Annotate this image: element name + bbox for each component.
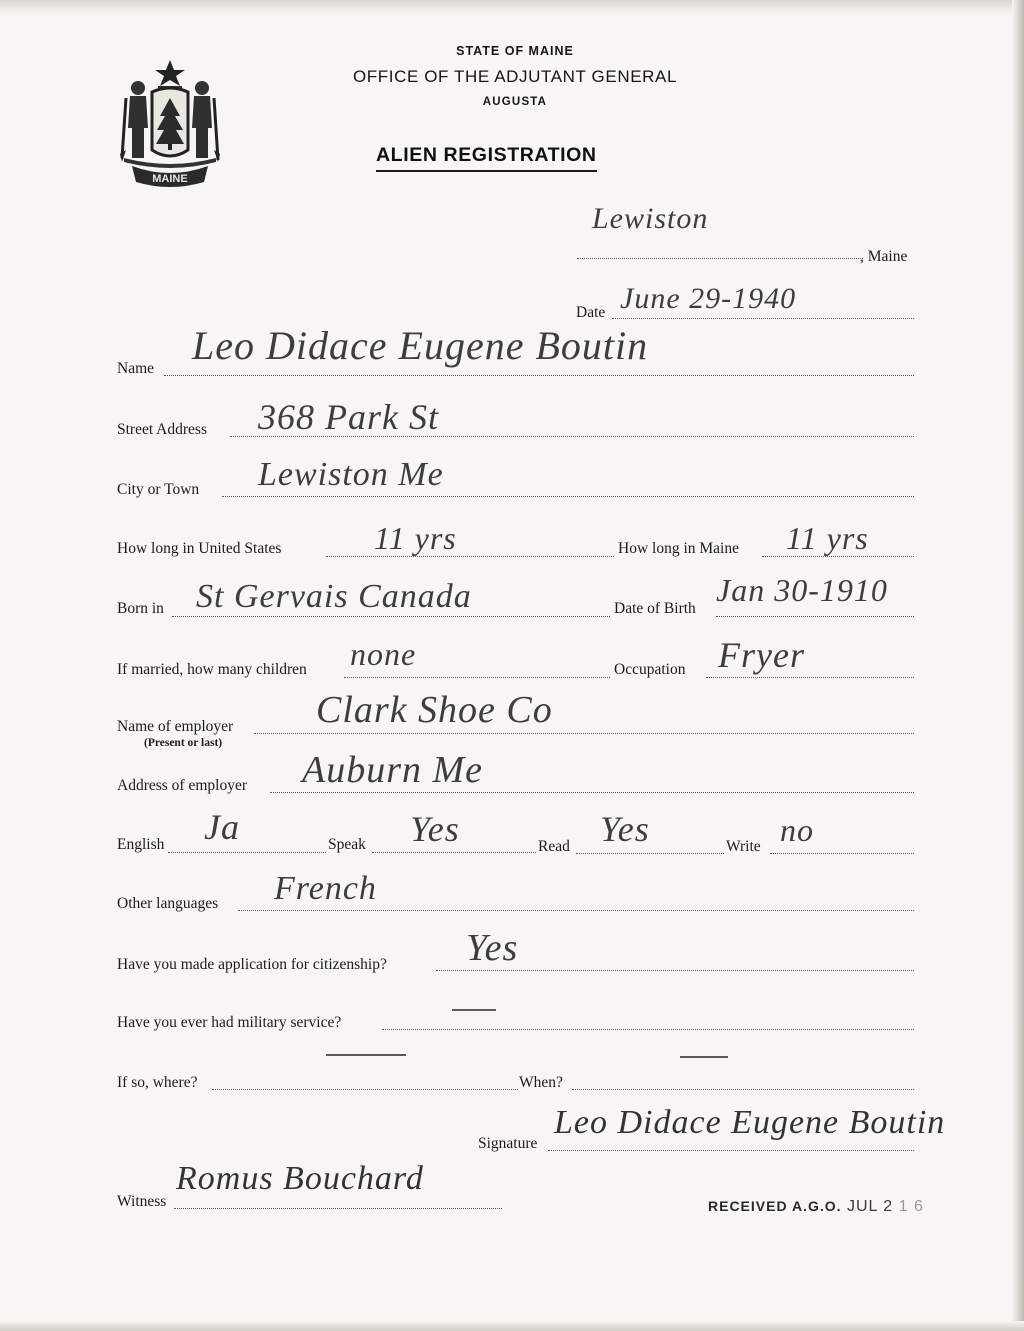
military-dash [452, 1009, 496, 1011]
employer-value[interactable]: Clark Shoe Co [316, 689, 553, 731]
location-suffix: , Maine [860, 248, 908, 265]
dob-line [716, 616, 914, 617]
city-label: City or Town [117, 481, 200, 498]
page-edge-right [1012, 0, 1024, 1331]
english-value[interactable]: Ja [204, 807, 240, 847]
citizenship-label: Have you made application for citizenship? [117, 956, 387, 973]
occupation-label: Occupation [614, 661, 686, 678]
english-label: English [117, 836, 165, 853]
born-in-line [172, 616, 610, 617]
children-value[interactable]: none [350, 636, 417, 672]
header-state: STATE OF MAINE [456, 44, 574, 58]
english-line [168, 852, 326, 853]
occupation-line [706, 677, 914, 678]
employer-label: Name of employer [117, 718, 234, 735]
where-dash [326, 1054, 406, 1056]
page-edge-bottom [0, 1321, 1024, 1331]
form-title: ALIEN REGISTRATION [376, 144, 597, 172]
date-value[interactable]: June 29-1940 [620, 282, 797, 315]
how-long-us-value[interactable]: 11 yrs [374, 520, 457, 556]
location-line [577, 258, 863, 259]
children-label: If married, how many children [117, 661, 307, 678]
how-long-us-label: How long in United States [117, 540, 282, 557]
name-line [164, 375, 914, 376]
stamp-month-text: JUL 2 [846, 1198, 894, 1215]
maine-state-seal [118, 58, 222, 188]
occupation-value[interactable]: Fryer [718, 635, 805, 675]
stamp-received-text: RECEIVED A.G.O. [708, 1198, 842, 1214]
children-line [344, 677, 610, 678]
read-label: Read [538, 838, 570, 855]
read-value[interactable]: Yes [600, 809, 650, 849]
employer-address-value[interactable]: Auburn Me [302, 749, 484, 791]
how-long-maine-value[interactable]: 11 yrs [786, 520, 869, 556]
city-line [222, 496, 914, 497]
employer-line [254, 733, 914, 734]
witness-label: Witness [117, 1193, 167, 1210]
when-label: When? [519, 1074, 563, 1091]
received-stamp [708, 1198, 924, 1216]
citizenship-value[interactable]: Yes [466, 927, 519, 969]
city-value[interactable]: Lewiston Me [258, 456, 444, 493]
header-office: OFFICE OF THE ADJUTANT GENERAL [352, 67, 678, 86]
date-line [612, 318, 914, 319]
signature-label: Signature [478, 1135, 538, 1152]
when-line [572, 1089, 914, 1090]
location-value[interactable]: Lewiston [592, 202, 709, 235]
write-label: Write [726, 838, 761, 855]
when-dash [680, 1056, 728, 1058]
name-label: Name [117, 360, 155, 377]
military-label: Have you ever had military service? [117, 1014, 342, 1031]
other-languages-value[interactable]: French [274, 870, 377, 907]
street-label: Street Address [117, 421, 207, 438]
read-line [576, 853, 724, 854]
how-long-us-line [326, 556, 614, 557]
born-in-value[interactable]: St Gervais Canada [196, 578, 472, 615]
name-value[interactable]: Leo Didace Eugene Boutin [192, 323, 649, 368]
witness-value[interactable]: Romus Bouchard [176, 1160, 424, 1197]
speak-label: Speak [328, 836, 366, 853]
how-long-maine-label: How long in Maine [618, 540, 739, 557]
signature-value[interactable]: Leo Didace Eugene Boutin [554, 1104, 946, 1141]
write-line [770, 853, 914, 854]
speak-value[interactable]: Yes [410, 809, 460, 849]
other-languages-line [238, 910, 914, 911]
dob-value[interactable]: Jan 30-1910 [716, 572, 888, 608]
employer-address-label: Address of employer [117, 777, 247, 794]
header-city: AUGUSTA [482, 96, 548, 108]
street-value[interactable]: 368 Park St [258, 397, 439, 437]
signature-line [548, 1150, 914, 1151]
where-label: If so, where? [117, 1074, 198, 1091]
date-label: Date [576, 304, 606, 321]
seal-maine-text: MAINE [152, 173, 188, 185]
employer-address-line [270, 792, 914, 793]
witness-line [174, 1208, 502, 1209]
stamp-rest-text: 1 6 [898, 1198, 924, 1215]
military-line [382, 1029, 914, 1030]
citizenship-line [436, 970, 914, 971]
speak-line [372, 852, 536, 853]
other-languages-label: Other languages [117, 895, 219, 912]
page-edge-top [0, 0, 1024, 14]
write-value[interactable]: no [780, 812, 814, 848]
where-line [212, 1089, 518, 1090]
born-in-label: Born in [117, 600, 164, 617]
dob-label: Date of Birth [614, 600, 696, 617]
employer-sublabel: (Present or last) [144, 737, 223, 749]
